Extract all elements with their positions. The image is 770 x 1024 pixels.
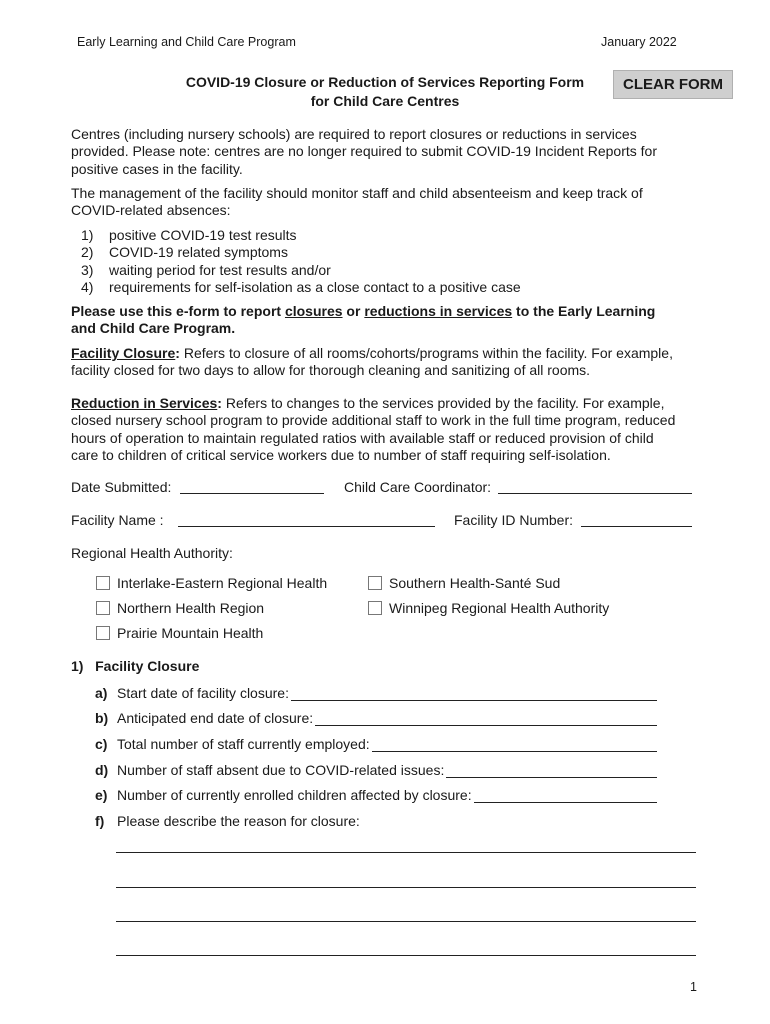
checkbox[interactable] [96, 601, 110, 615]
staff-absent-field[interactable] [446, 763, 657, 778]
reduction-definition: Reduction in Services: Refers to changes to the services provided by the facility. For example, closed nursery school program to provide additional staff to work in the full time program, reduced hours of operation to maintain regulated ratios with available staff or reduced provision of child care to children of critical service workers due to number of staff requiring self-isolation. [71, 395, 676, 463]
rha-option-winnipeg[interactable]: Winnipeg Regional Health Authority [368, 600, 609, 616]
staff-employed: c) Total number of staff currently employed: [95, 736, 657, 752]
intro-paragraph-2 [71, 185, 711, 220]
absence-list [81, 227, 721, 296]
intro-paragraph-1 [71, 126, 711, 178]
list-item: 2) COVID-19 related symptoms [81, 244, 288, 261]
closure-reason-line-4[interactable] [116, 955, 696, 956]
closure-reason-line-3[interactable] [116, 921, 696, 922]
closure-reason: f) Please describe the reason for closure: [95, 813, 360, 829]
children-affected: e) Number of currently enrolled children affected by closure: [95, 787, 657, 803]
facility-id-label: Facility ID Number: [454, 512, 574, 528]
rha-label: Regional Health Authority: [71, 545, 233, 561]
page-number: 1 [690, 980, 697, 994]
closure-reason-line-1[interactable] [116, 852, 696, 853]
form-title [150, 73, 620, 111]
closure-start-date-field[interactable] [291, 686, 657, 701]
list-item: 1) positive COVID-19 test results [81, 227, 297, 243]
closure-start-date: a) Start date of facility closure: [95, 685, 657, 701]
form-title-line2: for Child Care Centres [310, 93, 460, 109]
rha-option-northern[interactable]: Northern Health Region [96, 600, 264, 616]
closure-reason-line-2[interactable] [116, 887, 696, 888]
header-date: January 2022 [601, 35, 677, 49]
rha-option-interlake[interactable]: Interlake-Eastern Regional Health [96, 575, 327, 591]
closure-end-date: b) Anticipated end date of closure: [95, 710, 657, 726]
form-title-line1: COVID-19 Closure or Reduction of Services Reporting Form [185, 74, 585, 90]
intro-p1-line1: Centres (including nursery schools) are required to report closures or reductions in services [71, 126, 637, 142]
checkbox[interactable] [368, 601, 382, 615]
section1-heading: 1) Facility Closure [71, 658, 200, 674]
children-affected-field[interactable] [474, 788, 657, 803]
checkbox[interactable] [368, 576, 382, 590]
staff-employed-field[interactable] [372, 737, 657, 752]
closures-term: closures [284, 303, 343, 319]
facility-name-label: Facility Name : [71, 512, 164, 528]
date-submitted-label: Date Submitted: [71, 479, 172, 495]
eform-instruction: Please use this e-form to report closures or reductions in services to the Early Learning and Child Care Program. [71, 303, 656, 337]
facility-closure-definition: Facility Closure: Refers to closure of all rooms/cohorts/programs within the facility. For example, facility closed for two days to allow for thorough cleaning and sanitizing of all rooms. [71, 345, 673, 379]
facility-name-field[interactable] [178, 510, 435, 527]
closure-end-date-field[interactable] [315, 711, 657, 726]
header-program: Early Learning and Child Care Program [77, 35, 296, 49]
staff-absent: d) Number of staff absent due to COVID-related issues: [95, 762, 657, 778]
intro-p2-line1: The management of the facility should monitor staff and child absenteeism and keep track of [71, 185, 643, 201]
reduction-term: Reduction in Services [71, 395, 218, 411]
checkbox[interactable] [96, 626, 110, 640]
rha-option-southern[interactable]: Southern Health-Santé Sud [368, 575, 560, 591]
reductions-term: reductions in services [364, 303, 513, 319]
coordinator-field[interactable] [498, 477, 692, 494]
facility-closure-term: Facility Closure [71, 345, 176, 361]
checkbox[interactable] [96, 576, 110, 590]
date-submitted-field[interactable] [180, 477, 324, 494]
list-item: 4) requirements for self-isolation as a close contact to a positive case [81, 278, 521, 295]
facility-id-field[interactable] [581, 510, 692, 527]
intro-p1-line2: provided. Please note: centres are no longer required to submit COVID-19 Incident Reports for [71, 143, 657, 160]
intro-p2-line2: COVID-related absences: [71, 202, 231, 219]
intro-p1-line3: positive cases in the facility. [71, 160, 243, 177]
clear-form-button[interactable]: CLEAR FORM [613, 70, 733, 99]
rha-option-prairie[interactable]: Prairie Mountain Health [96, 625, 263, 641]
coordinator-label: Child Care Coordinator: [344, 479, 492, 495]
list-item: 3) waiting period for test results and/or [81, 261, 331, 278]
